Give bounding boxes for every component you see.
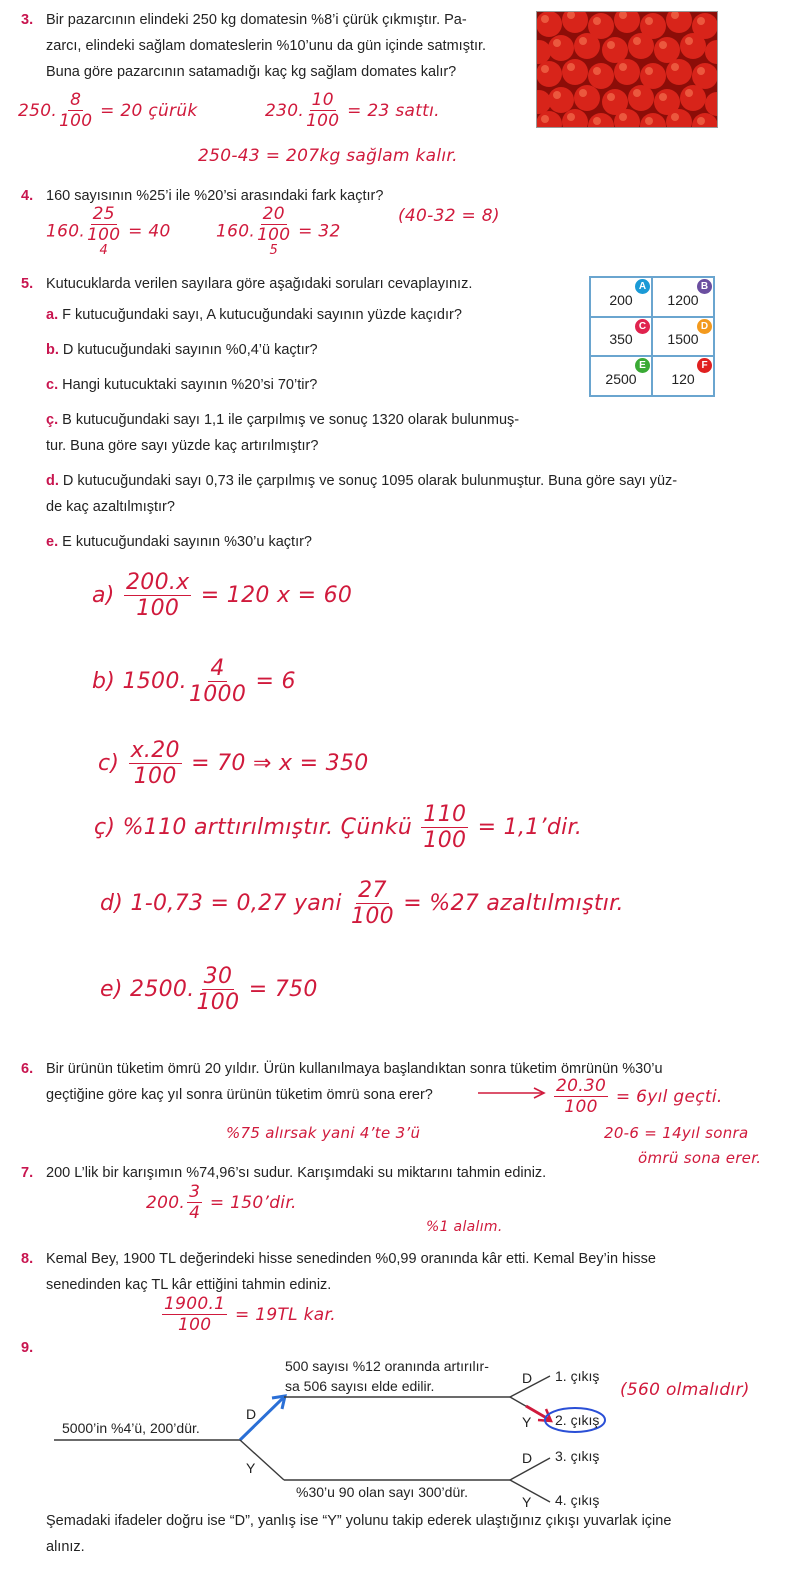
question-number: 3. (21, 12, 34, 28)
hw-small: 5 (269, 243, 279, 258)
item-text: F kutucuğundaki sayı, A kutucuğundaki sayının yüzde kaçıdır? (62, 307, 462, 323)
hw-text: 230. (265, 101, 305, 121)
hw-text: 250. (18, 101, 58, 121)
exit-2: 2. çıkış (555, 1412, 600, 1428)
item-label: d. (46, 473, 59, 489)
item-text: B kutucuğundaki sayı 1,1 ile çarpılmış ve sonuç 1320 olarak bulunmuş- (62, 412, 520, 428)
exit-3: 3. çıkış (555, 1448, 600, 1464)
hw-num: x.20 (130, 738, 180, 763)
text-line: 500 sayısı %12 oranında artırılır- (285, 1358, 489, 1374)
hw-num: 30 (203, 964, 233, 989)
item-text: tur. Buna göre sayı yüzde kaç artırılmıştır? (46, 438, 319, 454)
handwritten-answer (100, 880, 624, 928)
arrow-icon (476, 1086, 548, 1100)
hw-label: ç) (94, 815, 116, 840)
hw-num: 4 (210, 656, 225, 681)
badge-d: D (697, 319, 712, 334)
hw-den: 100 (177, 1315, 212, 1335)
hw-text: = 23 sattı. (347, 101, 440, 121)
box-value: 2500 (605, 371, 637, 387)
box-f (652, 356, 714, 396)
hw-text: 1500. (122, 669, 187, 694)
box-value: 1500 (667, 331, 699, 348)
item-text: Hangi kutucuktaki sayının %20’si 70’tir? (62, 377, 318, 393)
exit-1: 1. çıkış (555, 1368, 600, 1384)
handwritten-answer (46, 206, 171, 257)
instruction-text (46, 1508, 786, 1560)
box-a (590, 277, 652, 317)
item-label: c. (46, 377, 59, 393)
branch-label-d: D (522, 1370, 533, 1386)
hw-text: = 19TL kar. (235, 1305, 336, 1325)
text-line: alınız. (46, 1539, 85, 1555)
hw-num: 200.x (125, 570, 190, 595)
hw-text: = 6yıl geçti. (615, 1087, 723, 1107)
box-value: 1200 (667, 291, 699, 308)
handwritten-answer (265, 92, 440, 130)
number-boxes (589, 276, 715, 397)
hw-den: 100 (257, 225, 291, 245)
hw-label: e) (100, 977, 123, 1002)
question-text: 200 L’lik bir karışımın %74,96’sı sudur. Karışımdaki su miktarını tahmin ediniz. (46, 1165, 547, 1181)
hw-text: = 6 (255, 669, 296, 694)
text-line: Bir pazarcının elindeki 250 kg domatesin %8’i çürük çıkmıştır. Pa- (46, 12, 467, 28)
text-line: senedinden kaç TL kâr ettiğini tahmin ediniz. (46, 1277, 332, 1293)
hw-text: 1-0,73 = 0,27 yani (130, 891, 342, 916)
handwritten-note: (560 olmalıdır) (620, 1380, 750, 1400)
handwritten-answer (146, 1184, 297, 1222)
hw-text: = 750 (248, 977, 318, 1002)
question-text (46, 1246, 746, 1298)
question-number: 7. (21, 1165, 34, 1181)
text-line: sa 506 sayısı elde edilir. (285, 1378, 435, 1394)
hw-text: %110 arttırılmıştır. Çünkü (122, 815, 413, 840)
text-line: geçtiğine göre kaç yıl sonra ürünün tüketim ömrü sona erer? (46, 1087, 433, 1103)
branch-label-d: D (246, 1406, 257, 1422)
handwritten-answer (18, 92, 198, 130)
question-text (46, 7, 526, 85)
item-text: de kaç azaltılmıştır? (46, 499, 175, 515)
handwritten-answer (552, 1078, 723, 1116)
branch-label-y: Y (522, 1414, 532, 1430)
handwritten-note: %75 alırsak yani 4’te 3’ü (226, 1124, 421, 1142)
item-text: D kutucuğundaki sayı 0,73 ile çarpılmış ve sonuç 1095 olarak bulunmuştur. Buna göre sayı yüz- (62, 473, 678, 489)
question-number: 8. (21, 1251, 34, 1267)
hw-den: 100 (59, 111, 93, 131)
question-number: 6. (21, 1061, 34, 1077)
hw-num: 8 (70, 90, 82, 110)
item-label: b. (46, 342, 59, 358)
hw-text: = %27 azaltılmıştır. (403, 891, 624, 916)
branch-label-d: D (522, 1450, 533, 1466)
badge-c: C (635, 319, 650, 334)
hw-label: d) (100, 891, 124, 916)
hw-den: 100 (306, 111, 340, 131)
handwritten-answer (160, 1296, 336, 1334)
hw-text: = 32 (298, 221, 341, 242)
box-d (652, 317, 714, 357)
badge-b: B (697, 279, 712, 294)
text-line: Kemal Bey, 1900 TL değerindeki hisse senedinden %0,99 oranında kâr etti. Kemal Bey’in hisse (46, 1251, 656, 1267)
hw-text: 160. (46, 221, 86, 242)
handwritten-answer: 250-43 = 207kg sağlam kalır. (198, 146, 458, 166)
handwritten-answer: ömrü sona erer. (638, 1149, 762, 1167)
hw-label: c) (98, 751, 120, 776)
hw-den: 1000 (188, 682, 247, 707)
handwritten-answer (100, 966, 318, 1014)
item-label: e. (46, 534, 59, 550)
hw-num: 20.30 (556, 1076, 607, 1096)
hw-text: = 70 ⇒ x = 350 (191, 751, 369, 776)
hw-text: 160. (216, 221, 256, 242)
list-item (46, 468, 736, 520)
box-value: 200 (609, 291, 633, 308)
item-text: D kutucuğundaki sayının %0,4’ü kaçtır? (62, 342, 318, 358)
hw-text: = 40 (128, 221, 171, 242)
hw-den: 100 (196, 990, 240, 1015)
question-number: 5. (21, 276, 34, 292)
badge-e: E (635, 358, 650, 373)
hw-den: 100 (133, 764, 177, 789)
question-intro: Kutucuklarda verilen sayılara göre aşağıdaki soruları cevaplayınız. (46, 276, 473, 292)
hw-small: 4 (99, 243, 109, 258)
handwritten-answer: (40-32 = 8) (398, 206, 500, 226)
badge-f: F (697, 358, 712, 373)
hw-num: 20 (262, 204, 285, 224)
hw-num: 25 (92, 204, 115, 224)
tomatoes-photo (536, 11, 718, 128)
branch-label-y: Y (246, 1460, 256, 1476)
hw-text: = 20 çürük (100, 101, 198, 121)
handwritten-answer (98, 740, 369, 788)
question-text: 160 sayısının %25’i ile %20’si arasındaki fark kaçtır? (46, 188, 384, 204)
hw-text: = 120 x = 60 (200, 583, 353, 608)
list-item (46, 407, 736, 459)
text-line: Şemadaki ifadeler doğru ise “D”, yanlış ise “Y” yolunu takip ederek ulaştığınız çıkışı yuvarlak içine (46, 1513, 672, 1529)
text-line: Buna göre pazarcının satamadığı kaç kg sağlam domates kalır? (46, 64, 457, 80)
hw-text: 200. (146, 1193, 186, 1213)
hw-num: 10 (311, 90, 334, 110)
hw-den: 100 (564, 1097, 598, 1117)
text-line: Bir ürünün tüketim ömrü 20 yıldır. Ürün kullanılmaya başlandıktan sonra tüketim ömrünün %30’u (46, 1061, 663, 1077)
hw-num: 27 (358, 878, 387, 903)
badge-a: A (635, 279, 650, 294)
handwritten-answer (216, 206, 341, 257)
hw-den: 100 (351, 904, 394, 929)
start-statement: 5000’in %4’ü, 200’dür. (62, 1420, 200, 1436)
text-line: zarcı, elindeki sağlam domateslerin %10’unu da gün içinde satmıştır. (46, 38, 487, 54)
hw-num: 110 (423, 802, 467, 827)
item-label: a. (46, 307, 59, 323)
lower-statement: %30’u 90 olan sayı 300’dür. (296, 1484, 469, 1500)
box-value: 120 (671, 371, 695, 387)
branch-label-y: Y (522, 1494, 532, 1510)
hw-text: = 150’dir. (209, 1193, 297, 1213)
box-value: 350 (609, 331, 633, 348)
hw-den: 100 (423, 828, 467, 853)
hw-den: 4 (189, 1203, 201, 1223)
handwritten-answer (92, 658, 296, 706)
box-e (590, 356, 652, 396)
handwritten-answer (92, 572, 352, 620)
hw-text: = 1,1’dir. (477, 815, 583, 840)
hw-label: a) (92, 583, 115, 608)
item-label: ç. (46, 412, 59, 428)
list-item (46, 529, 736, 555)
question-number: 4. (21, 188, 34, 204)
box-b (652, 277, 714, 317)
hw-text: 2500. (130, 977, 195, 1002)
hw-den: 100 (87, 225, 121, 245)
item-text: E kutucuğundaki sayının %30’u kaçtır? (62, 534, 312, 550)
question-number: 9. (21, 1340, 34, 1356)
hw-num: 3 (189, 1182, 201, 1202)
hw-label: b) (92, 669, 116, 694)
upper-statement (285, 1356, 489, 1396)
handwritten-answer: 20-6 = 14yıl sonra (604, 1124, 749, 1142)
handwritten-answer (94, 804, 582, 852)
hw-num: 1900.1 (164, 1294, 226, 1314)
handwritten-note: %1 alalım. (426, 1219, 503, 1235)
box-c (590, 317, 652, 357)
exit-4: 4. çıkış (555, 1492, 600, 1508)
hw-den: 100 (136, 596, 180, 621)
